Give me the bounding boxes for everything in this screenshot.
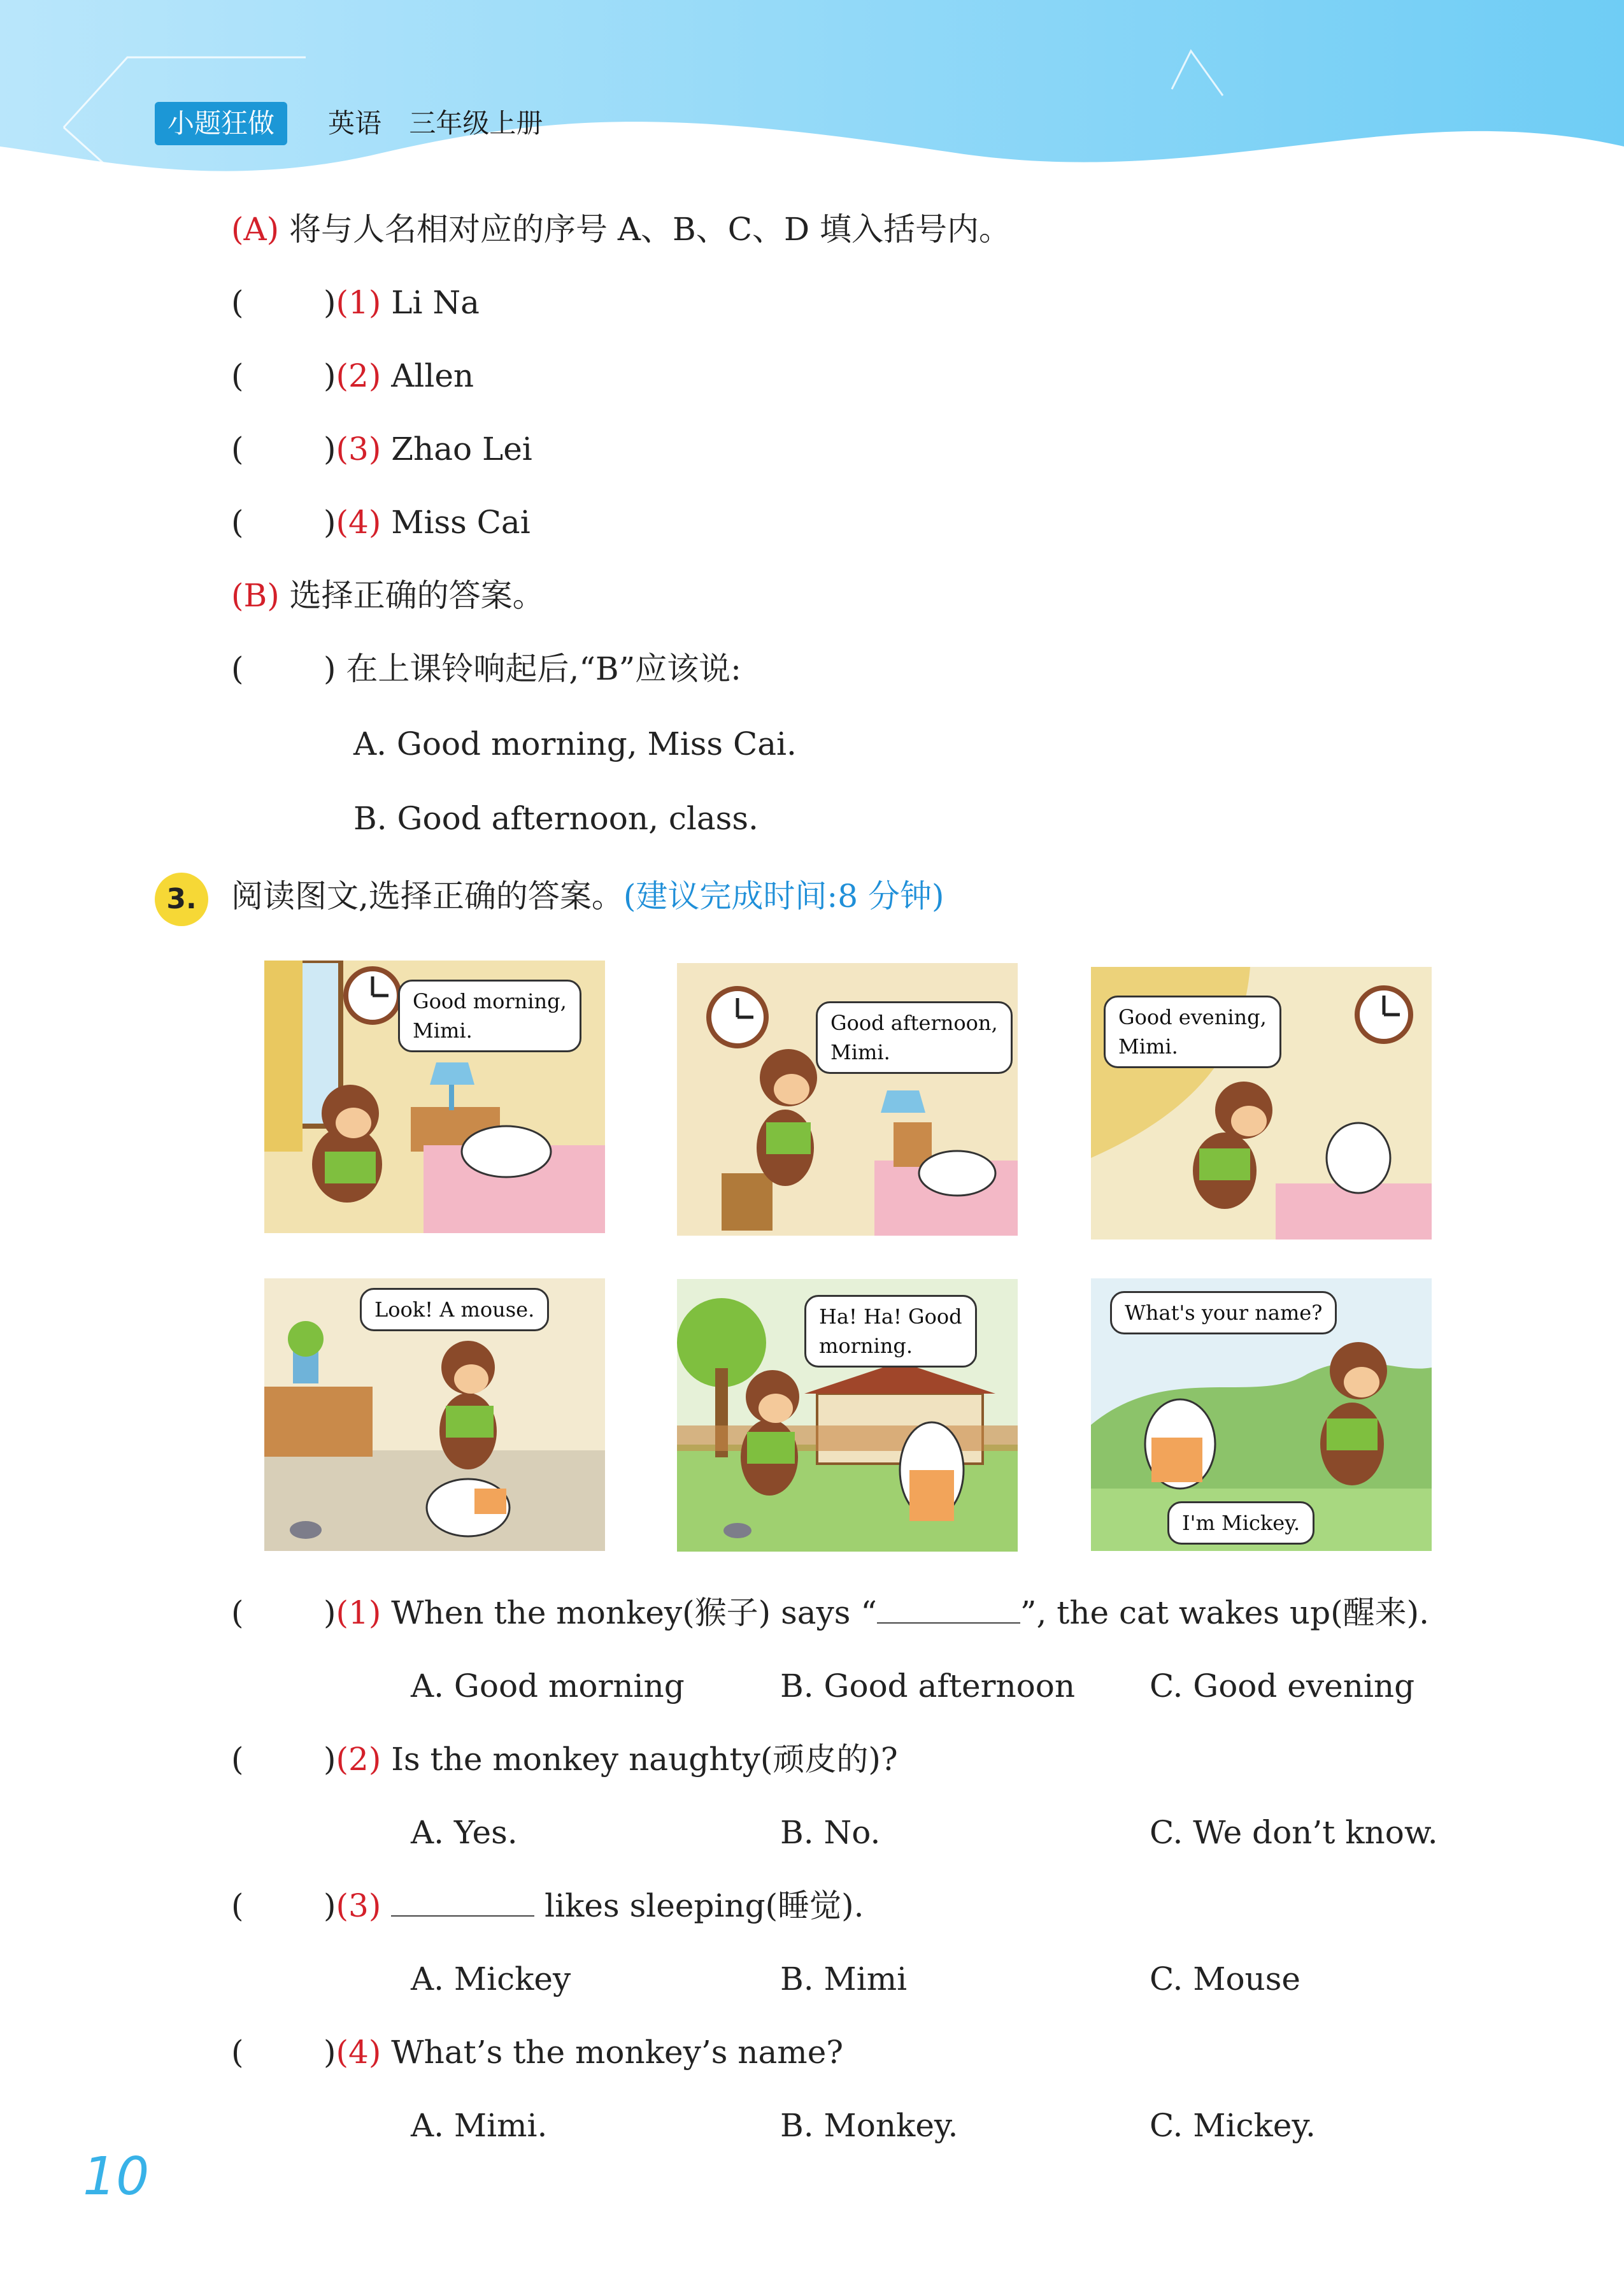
question-text: 在上课铃响起后,“B”应该说: [346, 650, 742, 687]
q3-2-option-a[interactable]: A. Yes. [411, 1814, 518, 1851]
q3-question-2: ( )(2) Is the monkey naughty(顽皮的)? [231, 1737, 898, 1782]
speech-bubble: Good morning, Mimi. [398, 980, 581, 1052]
name-text: Zhao Lei [391, 431, 532, 468]
part-a-instruction [231, 207, 1011, 252]
speech-bubble: Good evening, Mimi. [1104, 996, 1281, 1068]
q3-instruction [231, 874, 944, 918]
speech-bubble: Good afternoon, Mimi. [816, 1001, 1013, 1074]
part-b-instruction [231, 573, 545, 618]
part-b-option-a[interactable]: A. Good morning, Miss Cai. [353, 725, 797, 762]
header-title [328, 104, 543, 143]
speech-bubble: Look! A mouse. [360, 1288, 549, 1331]
q3-1-option-c[interactable]: C. Good evening [1150, 1668, 1415, 1704]
q3-question-3: ( )(3) likes sleeping(睡觉). [231, 1883, 864, 1928]
q3-4-option-a[interactable]: A. Mimi. [411, 2107, 548, 2144]
part-a-label: (A) [231, 211, 280, 248]
answer-paren[interactable]: ( [231, 284, 244, 321]
part-b-label: (B) [231, 577, 280, 614]
q3-3-option-c[interactable]: C. Mouse [1150, 1961, 1301, 1997]
answer-paren[interactable]: ( [231, 431, 244, 468]
answer-paren[interactable]: ( [231, 357, 244, 394]
part-a-item-1: ( )(1) Li Na [231, 280, 480, 325]
subject-label: 英语 [328, 108, 382, 139]
part-b-option-b[interactable]: B. Good afternoon, class. [353, 800, 759, 837]
name-text: Allen [391, 357, 474, 394]
answer-paren[interactable]: ( [231, 1741, 244, 1778]
comic-panel-3 [1091, 967, 1432, 1240]
q3-4-option-b[interactable]: B. Monkey. [780, 2107, 958, 2144]
comic-panel-2 [677, 963, 1018, 1236]
answer-paren[interactable]: ( [231, 2034, 244, 2071]
series-badge: 小题狂做 [155, 102, 287, 145]
speech-bubble: Ha! Ha! Good morning. [804, 1295, 977, 1368]
time-hint: (建议完成时间:8 分钟) [623, 878, 944, 915]
part-a-text: 将与人名相对应的序号 A、B、C、D 填入括号内。 [289, 211, 1011, 248]
question-number-badge: 3. [155, 873, 208, 926]
part-b-question: ( ) 在上课铃响起后,“B”应该说: [231, 647, 741, 691]
part-a-item-4: ( )(4) Miss Cai [231, 500, 531, 545]
q3-2-option-b[interactable]: B. No. [780, 1814, 881, 1851]
part-b-text: 选择正确的答案。 [289, 577, 545, 614]
q3-text: 阅读图文,选择正确的答案。 [231, 878, 623, 915]
q3-1-option-b[interactable]: B. Good afternoon [780, 1668, 1076, 1704]
page-number: 10 [83, 2147, 150, 2207]
part-a-item-3: ( )(3) Zhao Lei [231, 427, 532, 471]
name-text: Li Na [391, 284, 480, 321]
comic-panel-1 [264, 961, 605, 1233]
answer-paren[interactable]: ( [231, 504, 244, 541]
part-a-item-2: ( )(2) Allen [231, 354, 474, 398]
comic-panel-6 [1091, 1278, 1432, 1551]
fill-blank[interactable] [877, 1594, 1020, 1624]
comic-panel-5 [677, 1279, 1018, 1552]
q3-question-1: ( )(1) When the monkey(猴子) says “ ”, the cat wakes up(醒来). [231, 1590, 1429, 1635]
q3-3-option-a[interactable]: A. Mickey [411, 1961, 571, 1997]
grade-label: 三年级上册 [409, 108, 543, 139]
answer-paren[interactable]: ( [231, 1594, 244, 1631]
answer-paren[interactable]: ( [231, 1887, 244, 1924]
comic-panel-4 [264, 1278, 605, 1551]
name-text: Miss Cai [391, 504, 531, 541]
q3-1-option-a[interactable]: A. Good morning [411, 1668, 685, 1704]
speech-bubble-2: I'm Mickey. [1167, 1501, 1314, 1545]
q3-4-option-c[interactable]: C. Mickey. [1150, 2107, 1316, 2144]
answer-paren[interactable]: ( [231, 650, 244, 687]
speech-bubble: What's your name? [1110, 1291, 1337, 1334]
q3-2-option-c[interactable]: C. We don’t know. [1150, 1814, 1438, 1851]
q3-3-option-b[interactable]: B. Mimi [780, 1961, 908, 1997]
fill-blank[interactable] [391, 1887, 534, 1917]
q3-question-4: ( )(4) What’s the monkey’s name? [231, 2030, 843, 2075]
